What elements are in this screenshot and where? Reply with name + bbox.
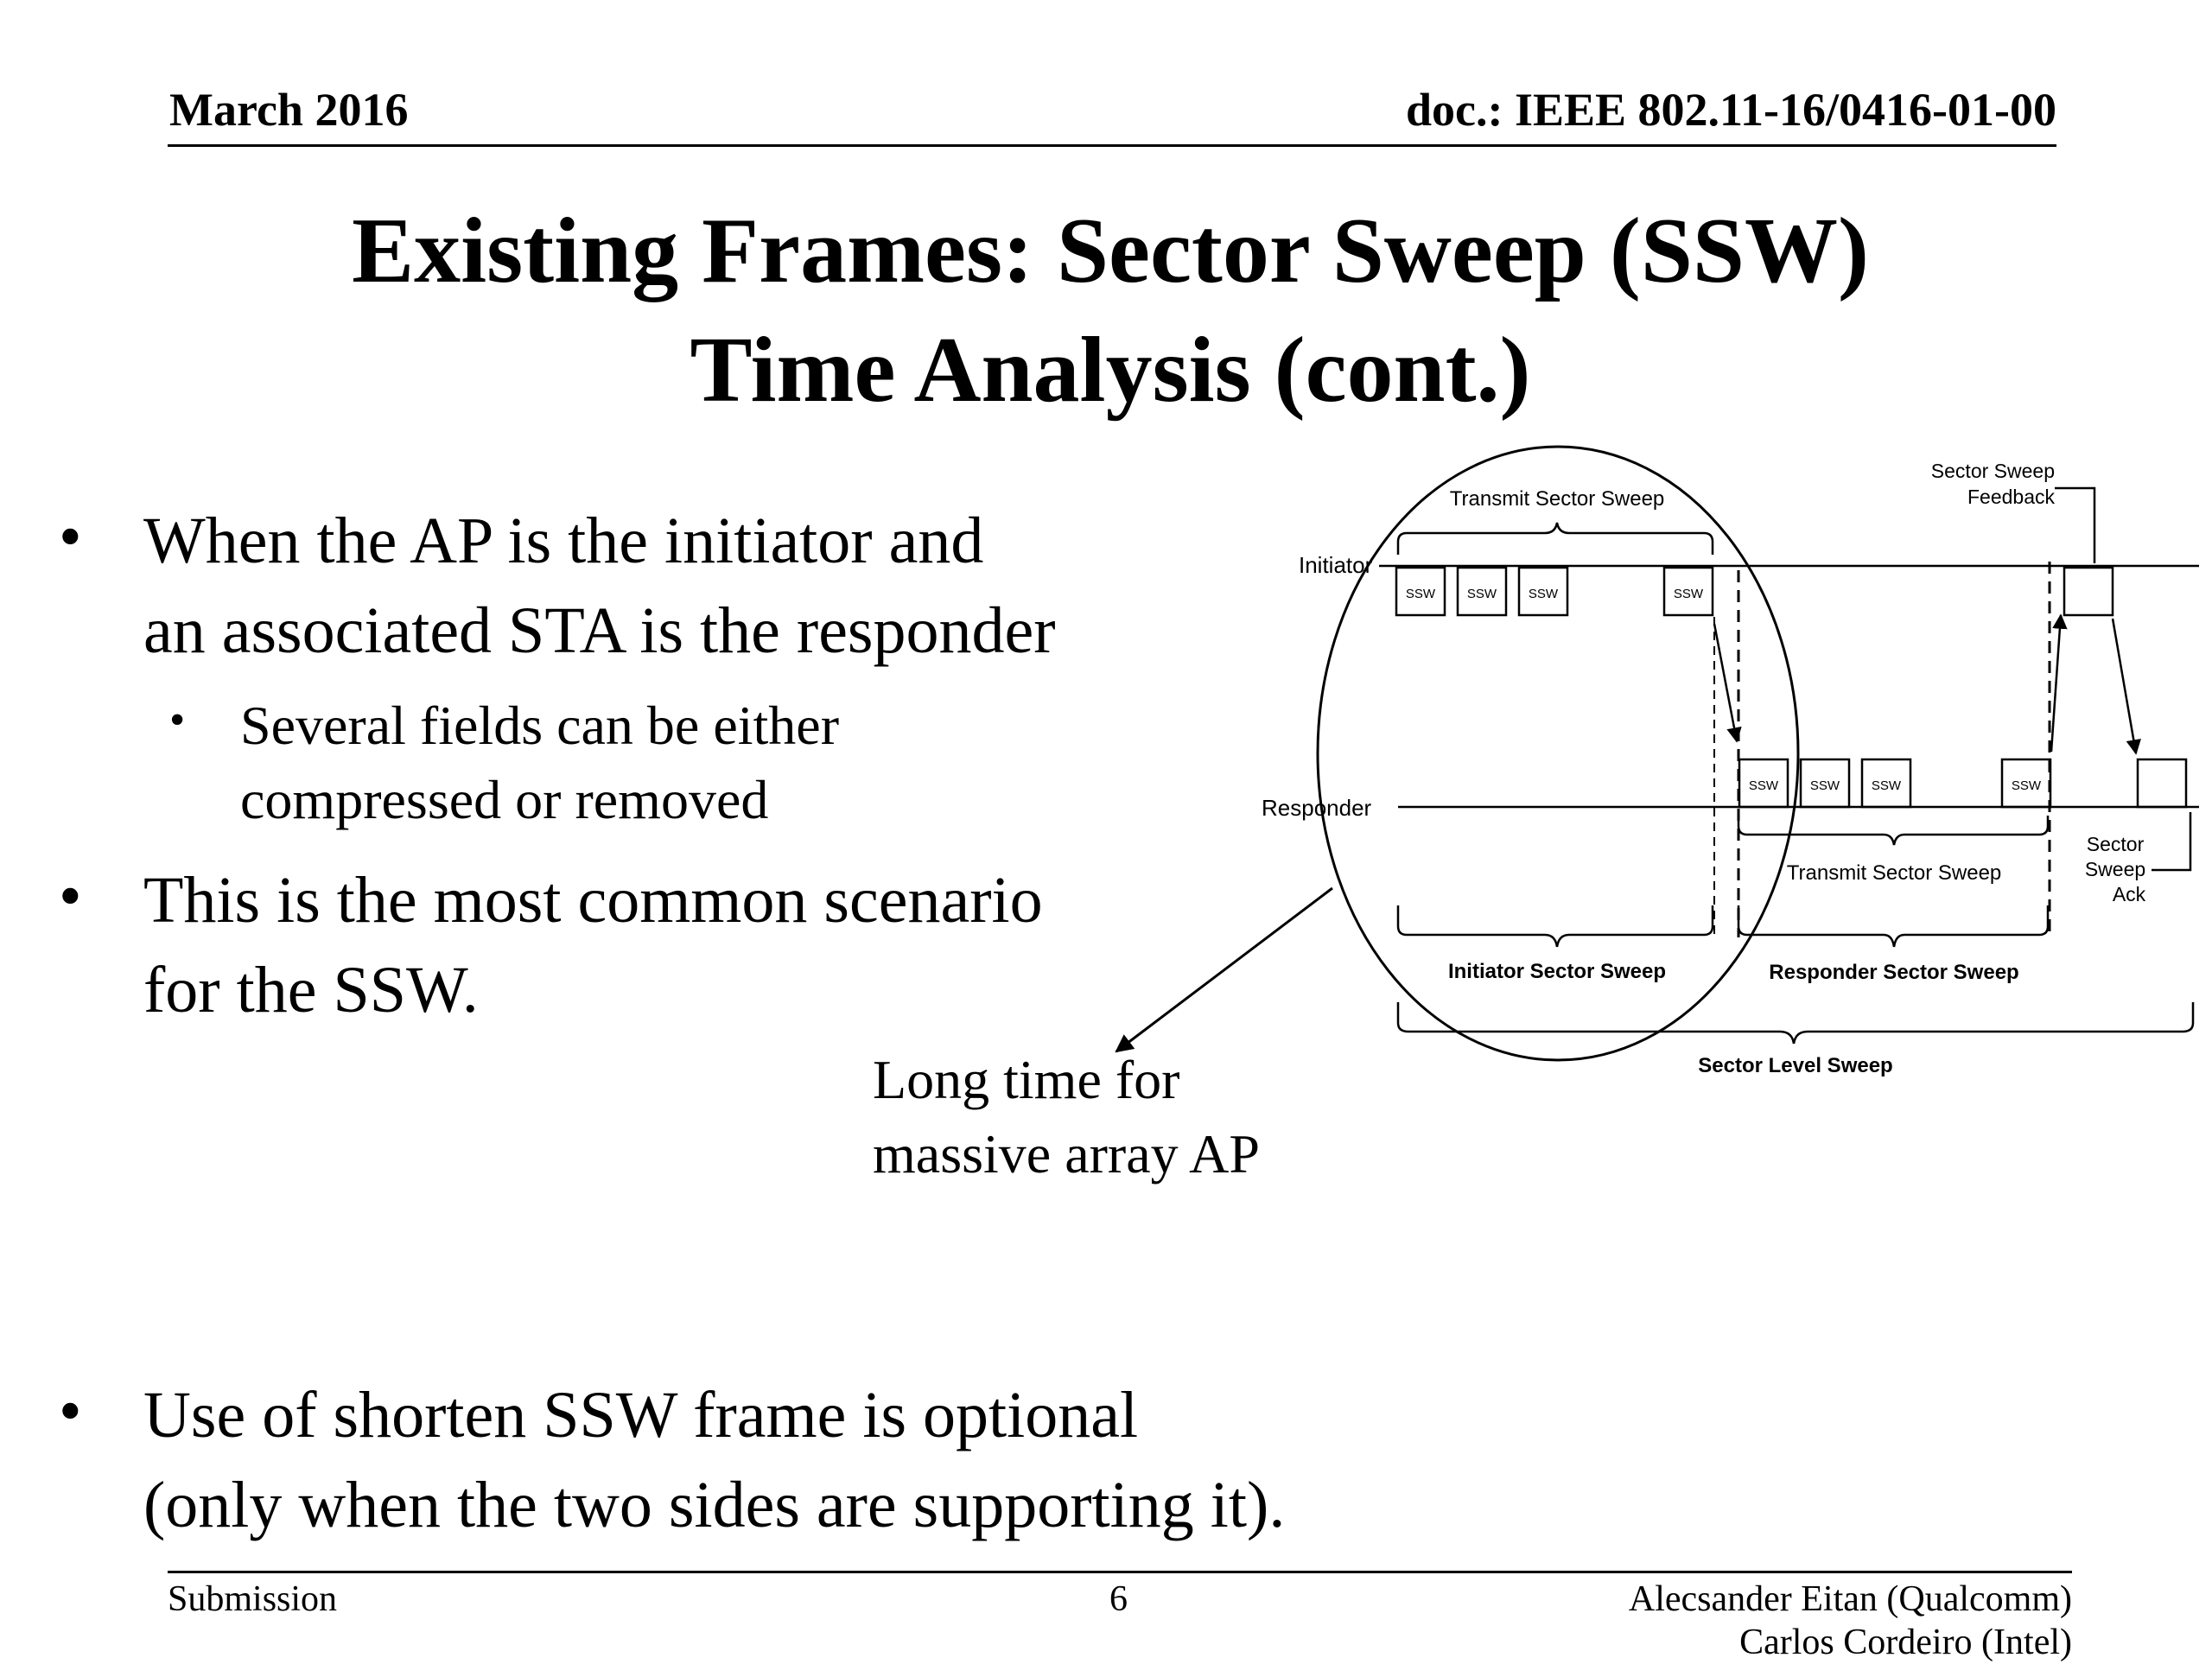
label-initiator: Initiator: [1299, 552, 1373, 578]
label-ack-2: Sweep: [2084, 858, 2146, 880]
label-ack-3: Ack: [2112, 883, 2146, 905]
callout-line-2: massive array AP: [873, 1123, 1260, 1184]
sector-sweep-ack-box: [2138, 759, 2186, 807]
ssw-label: SSW: [1405, 587, 1436, 601]
label-sector-sweep-feedback-2: Feedback: [1967, 486, 2055, 508]
label-transmit-sector-sweep-bottom: Transmit Sector Sweep: [1786, 861, 2002, 885]
ssw-label: SSW: [2011, 778, 2042, 793]
footer-author-1: Alecsander Eitan (Qualcomm): [1628, 1579, 2072, 1619]
label-sector-level-sweep: Sector Level Sweep: [1698, 1054, 1893, 1077]
sub-bullet-1-line-2: compressed or removed: [240, 769, 769, 830]
brace: [1738, 816, 2048, 845]
callout-line-1: Long time for: [873, 1049, 1180, 1110]
ssw-label: SSW: [1528, 587, 1559, 601]
footer-rule: [168, 1571, 2072, 1573]
leader-line: [2152, 812, 2190, 870]
title-line-1: Existing Frames: Sector Sweep (SSW): [352, 200, 1869, 302]
label-responder: Responder: [1262, 795, 1372, 821]
footer-author-2: Carlos Cordeiro (Intel): [1739, 1623, 2072, 1662]
bullet-1-line-2: an associated STA is the responder: [143, 594, 1056, 667]
bullet-1-line-1: When the AP is the initiator and: [143, 505, 984, 577]
leader-line: [2055, 488, 2094, 563]
sector-sweep-feedback-box: [2064, 568, 2113, 615]
header-doc-id: doc.: IEEE 802.11-16/0416-01-00: [1405, 84, 2056, 136]
bullet-2-line-1: This is the most common scenario: [143, 864, 1043, 937]
bullet-dot: •: [59, 860, 82, 932]
brace: [1738, 905, 2048, 947]
ssw-label: SSW: [1871, 778, 1902, 793]
callout-arrow: [1116, 888, 1332, 1051]
bullet-3-line-2: (only when the two sides are supporting it).: [143, 1469, 1286, 1541]
bullet-dot: •: [59, 500, 82, 573]
arrow: [2051, 615, 2061, 752]
sub-bullet-dot: •: [169, 695, 186, 745]
bullet-dot: •: [59, 1375, 82, 1447]
header-date: March 2016: [169, 84, 409, 136]
brace: [1398, 1002, 2193, 1044]
footer-authors: [1629, 1578, 2072, 1664]
footer-page-number: 6: [1109, 1579, 1128, 1619]
label-responder-sector-sweep: Responder Sector Sweep: [1769, 961, 2019, 984]
label-transmit-sector-sweep-top: Transmit Sector Sweep: [1449, 487, 1665, 511]
label-sector-sweep-feedback-1: Sector Sweep: [1930, 460, 2055, 482]
brace: [1398, 523, 1713, 555]
label-ack-1: Sector: [2086, 833, 2145, 855]
ssw-label: SSW: [1748, 778, 1779, 793]
arrow: [1714, 624, 1737, 741]
sub-bullet-1-line-1: Several fields can be either: [240, 695, 839, 756]
label-initiator-sector-sweep: Initiator Sector Sweep: [1447, 960, 1667, 983]
arrow: [2113, 619, 2136, 753]
ssw-label: SSW: [1809, 778, 1840, 793]
title-line-2: Time Analysis (cont.): [690, 319, 1531, 422]
ssw-label: SSW: [1466, 587, 1497, 601]
ssw-label: SSW: [1673, 587, 1704, 601]
bullet-2-line-2: for the SSW.: [143, 954, 479, 1026]
brace: [1398, 905, 1713, 947]
bullet-3-line-1: Use of shorten SSW frame is optional: [143, 1379, 1139, 1451]
footer-submission: Submission: [168, 1579, 338, 1619]
